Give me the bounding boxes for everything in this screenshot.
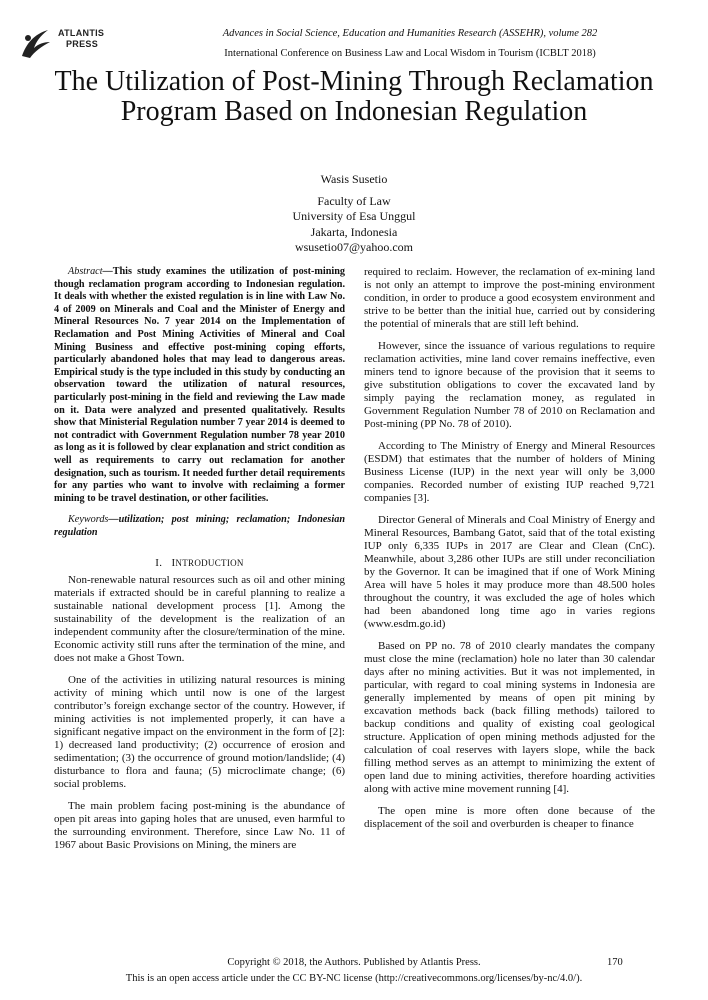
- body-paragraph: Based on PP no. 78 of 2010 clearly mandates the company must close the mine (reclamation) hole no later than 30 calendar days after no mining activities. But it was not implemented, in particular, with regard to coal mining systems in Indonesia are generally implemented by means of open pit mining by excavation methods back (back filling methods) tailored to backup conditions and quality of existing coal geological structure. Application of open mining methods adjusted for the calculation of coal reserves with layers slope, while the back filling method serves as an attempt to minimizing the extent of open land due to mining activities, therefore hoarding activities along with active mine movement running [4].: [364, 640, 655, 795]
- keywords: [54, 514, 345, 539]
- body-paragraph: One of the activities in utilizing natural resources is mining activity of mining which until now is one of the largest contributor’s foreign exchange sector of the country. However, if mining activities is not implemented properly, it can have a significant negative impact on the environment in the form of [2]: 1) decreased land productivity; (2) occurrence of erosion and sedimentation; (3) the occurrence of ground motion/landslide; (4) disturbance to flora and fauna; (5) microclimate change; (6) social problems.: [54, 674, 345, 791]
- author-block: [0, 172, 708, 256]
- publisher-logo-line2: PRESS: [66, 39, 99, 49]
- author-faculty: Faculty of Law: [317, 193, 391, 208]
- section-number: I.: [155, 557, 163, 570]
- conference-header: International Conference on Business Law and Local Wisdom in Tourism (ICBLT 2018): [224, 48, 596, 59]
- left-column: [54, 266, 345, 861]
- paper-title: The Utilization of Post-Mining Through Reclamation Program Based on Indonesian Regulation: [54, 66, 654, 127]
- license-footer: This is an open access article under the CC BY-NC license (http://creativecommons.org/licenses/by-nc/4.0/).: [125, 973, 583, 984]
- author-email: wsusetio07@yahoo.com: [294, 240, 414, 254]
- body-paragraph: required to reclaim. However, the reclamation of ex-mining land is not only an attempt to improve the post-mining environment condition, in order to produce a good ecosystem environment and strive to be better than the initial hue, carried out by considering the potential of minerals that are still left behind.: [364, 266, 655, 330]
- author-university: University of Esa Unggul: [292, 209, 416, 223]
- keywords-text: —utilization; post mining; reclamation; Indonesian regulation: [54, 514, 345, 538]
- page-number: 170: [607, 957, 623, 968]
- body-paragraph: Director General of Minerals and Coal Ministry of Energy and Mineral Resources, Bambang Gatot, said that of the total existing IUP only 6,335 IUPs in 2017 are Clear and Clean (CnC). Meanwhile, about 3,286 other IUPs are still under reconciliation by the Governor. It can be imagined that if one of Work Mining Area will have 5 holes it may produce more than 48.500 holes throughout the country, it was excluded the age of holes which had been abandoned long time ago in varies regions (www.esdm.go.id): [364, 514, 655, 630]
- right-column: [364, 266, 655, 840]
- section-title-rest: NTRODUCTION: [175, 558, 244, 569]
- author-name: Wasis Susetio: [320, 172, 388, 186]
- body-paragraph: However, since the issuance of various regulations to require reclamation activities, mine land cover remains ineffective, even miners tend to ignore because of the provision that it seems to give substitution obligations to cover the excavated land by simply paying the reclamation money, as regulated in Government Regulation Number 78 of 2010 on Reclamation and Post-mining (PP No. 78 of 2010).: [364, 340, 655, 430]
- publisher-logo-text: [58, 28, 104, 50]
- body-paragraph: According to The Ministry of Energy and Mineral Resources (ESDM) that estimates that the number of holders of Mining Business License (IUP) in the next year will only be 3,000 companies. Recorded number of existing IUP reached 9,721 companies [3].: [364, 440, 655, 504]
- abstract-label: Abstract: [68, 266, 103, 277]
- atlantis-press-logo-icon: [18, 26, 54, 62]
- body-paragraph: The open mine is more often done because of the displacement of the soil and overburden is cheaper to finance: [364, 805, 655, 830]
- abstract: [54, 266, 345, 505]
- journal-header: Advances in Social Science, Education and Humanities Research (ASSEHR), volume 282: [222, 28, 598, 39]
- body-paragraph: The main problem facing post-mining is the abundance of open pit areas into gaping holes that are unused, even harmful to the surrounding environment. Therefore, since Law No. 11 of 1967 about Basic Provisions on Mining, the miners are: [54, 800, 345, 852]
- abstract-text: —This study examines the utilization of post-mining though reclamation program according to Indonesian regulation. It deals with whether the existed regulation is in line with Law No. 4 of 2009 on Minerals and Coal and the Minister of Energy and Mineral Resources No. 7 year 2014 on the Implementation of Reclamation and Post Mining Activities of Mineral and Coal Mining Business and effective post-mining coping efforts, particularly abandoned holes that may lead to dangerous areas. Empirical study is the type included in this study by conducting an observation toward the utilization of natural resources, particularly post-mining in the field and reviewing the Law made on it. Data were analyzed and presented qualitatively. Results show that Ministerial Regulation number 7 year 2014 is deemed to not contradict with Government Regulation number 78 year 2010 as long as it is followed by clear explanation and strict condition as well as requirements to carry out reclamation for another designation, such as tourism. It needed further detail requirements for any parties who want to involve with reclaiming a former mining to be travel destination, or other facilities.: [54, 266, 345, 504]
- body-paragraph: Non-renewable natural resources such as oil and other mining materials if extracted should be in careful planning to realize a sustainable national development process [1]. Among the sustainability of the development is the realization of an independent community after the closure/termination of the mine. Economic activity still runs after the termination of the mine, and does not make a Ghost Town.: [54, 574, 345, 665]
- publisher-logo: [18, 24, 108, 64]
- copyright-footer: Copyright © 2018, the Authors. Published by Atlantis Press.: [227, 957, 481, 968]
- keywords-label: Keywords: [68, 514, 109, 526]
- publisher-logo-line1: ATLANTIS: [58, 28, 105, 38]
- section-heading-introduction: [54, 557, 345, 570]
- section-title-initial: I: [171, 557, 176, 570]
- author-city: Jakarta, Indonesia: [310, 224, 398, 239]
